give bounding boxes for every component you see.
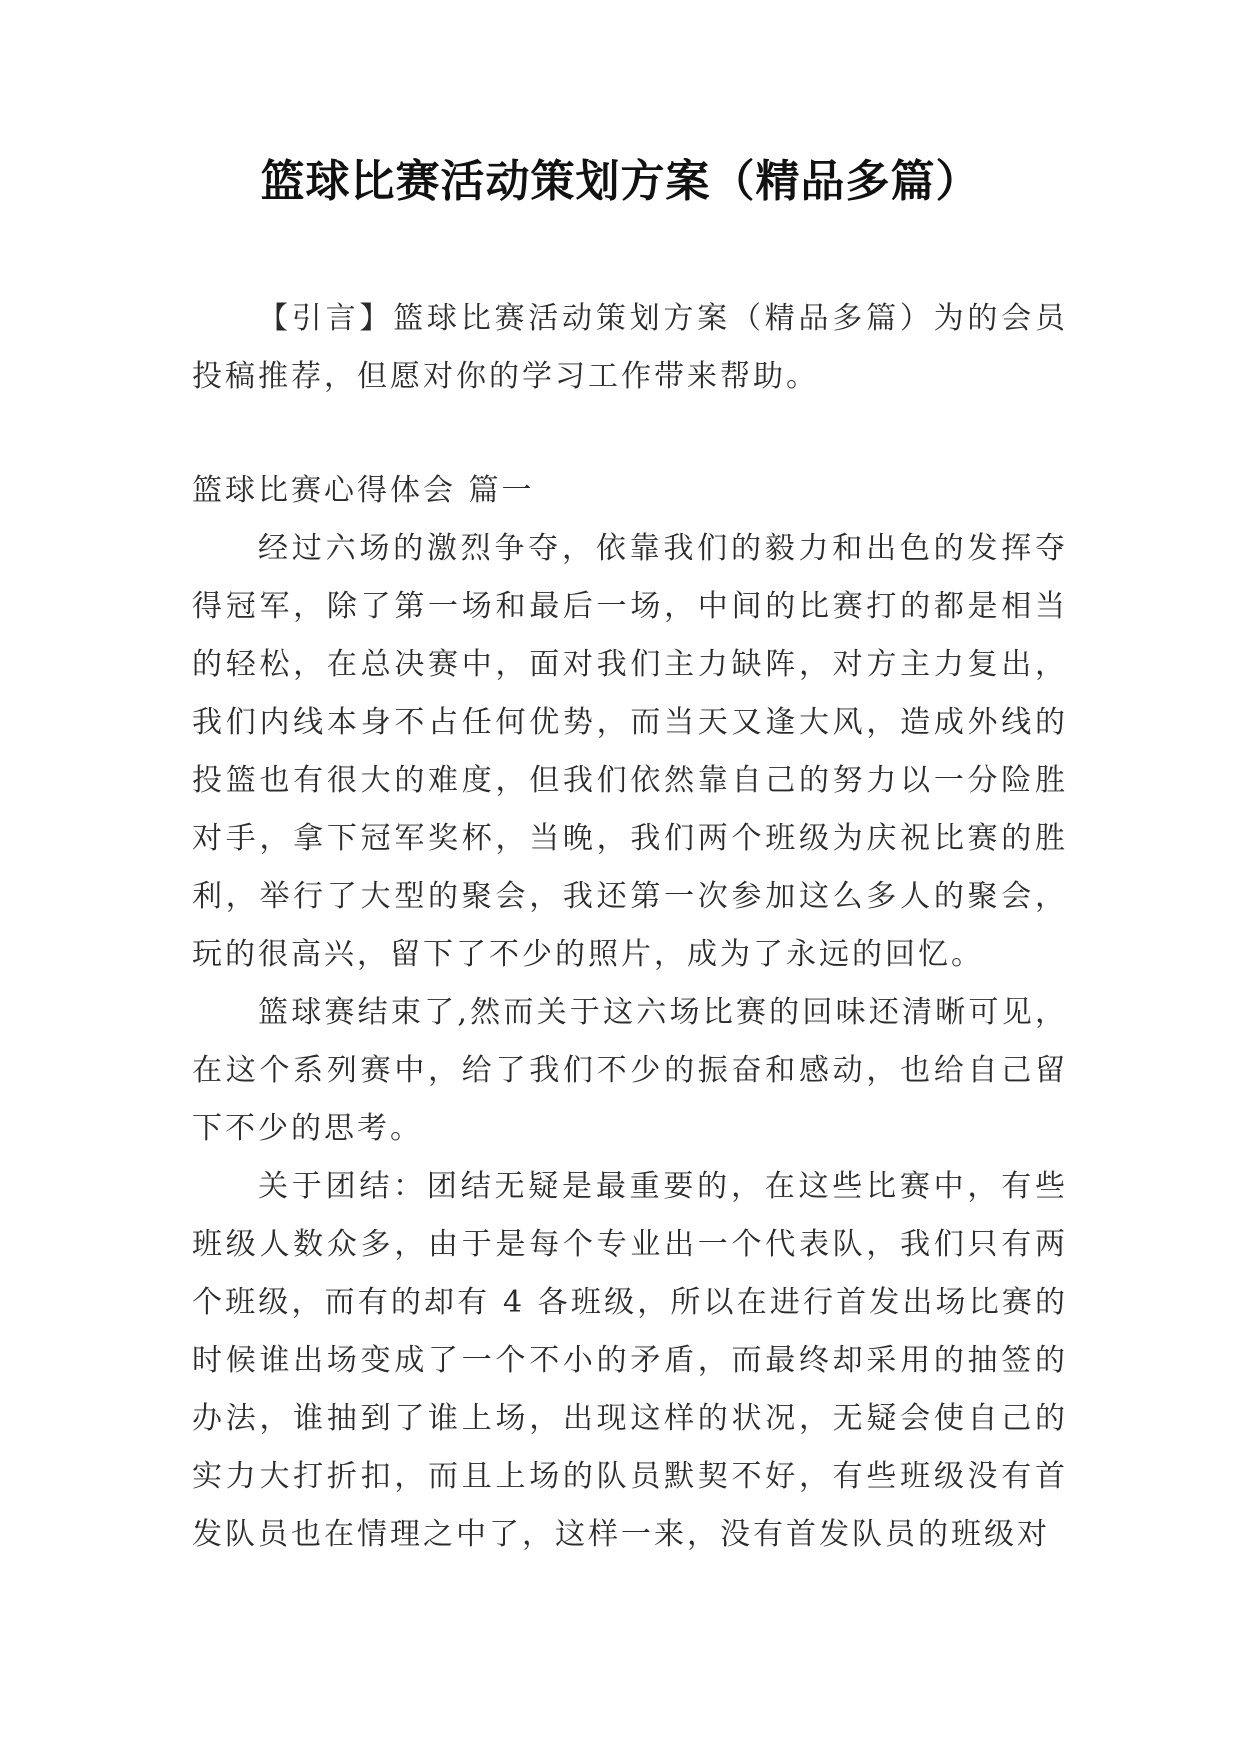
document-title: 篮球比赛活动策划方案（精品多篇） [260, 156, 981, 207]
intro-paragraph: 【引言】篮球比赛活动策划方案（精品多篇）为的会员投稿推荐，但愿对你的学习工作带来帮助。 [192, 301, 1068, 394]
section-heading: 篮球比赛心得体会 篇一 [192, 473, 535, 508]
body-paragraph: 篮球赛结束了,然而关于这六场比赛的回味还清晰可见，在这个系列赛中，给了我们不少的振奋和感动，也给自己留下不少的思考。 [192, 995, 1068, 1146]
body-paragraph: 关于团结：团结无疑是最重要的，在这些比赛中，有些班级人数众多，由于是每个专业出一个代表队，我们只有两个班级，而有的却有 4 各班级，所以在进行首发出场比赛的时候谁出场变成了一个不小的矛盾，而最终却采用的抽签的办法，谁抽到了谁上场，出现这样的状况，无疑会使自己的实力大打折扣，而且上场的队员默契不好，有些班级没有首发队员也在情理之中了，这样一来，没有首发队员的班级对 [192, 1169, 1068, 1552]
body-paragraph: 经过六场的激烈争夺，依靠我们的毅力和出色的发挥夺得冠军，除了第一场和最后一场，中间的比赛打的都是相当的轻松，在总决赛中，面对我们主力缺阵，对方主力复出，我们内线本身不占任何优势，而当天又逢大风，造成外线的投篮也有很大的难度，但我们依然靠自己的努力以一分险胜对手，拿下冠军奖杯，当晚，我们两个班级为庆祝比赛的胜利，举行了大型的聚会，我还第一次参加这么多人的聚会，玩的很高兴，留下了不少的照片，成为了永远的回忆。 [192, 531, 1068, 972]
